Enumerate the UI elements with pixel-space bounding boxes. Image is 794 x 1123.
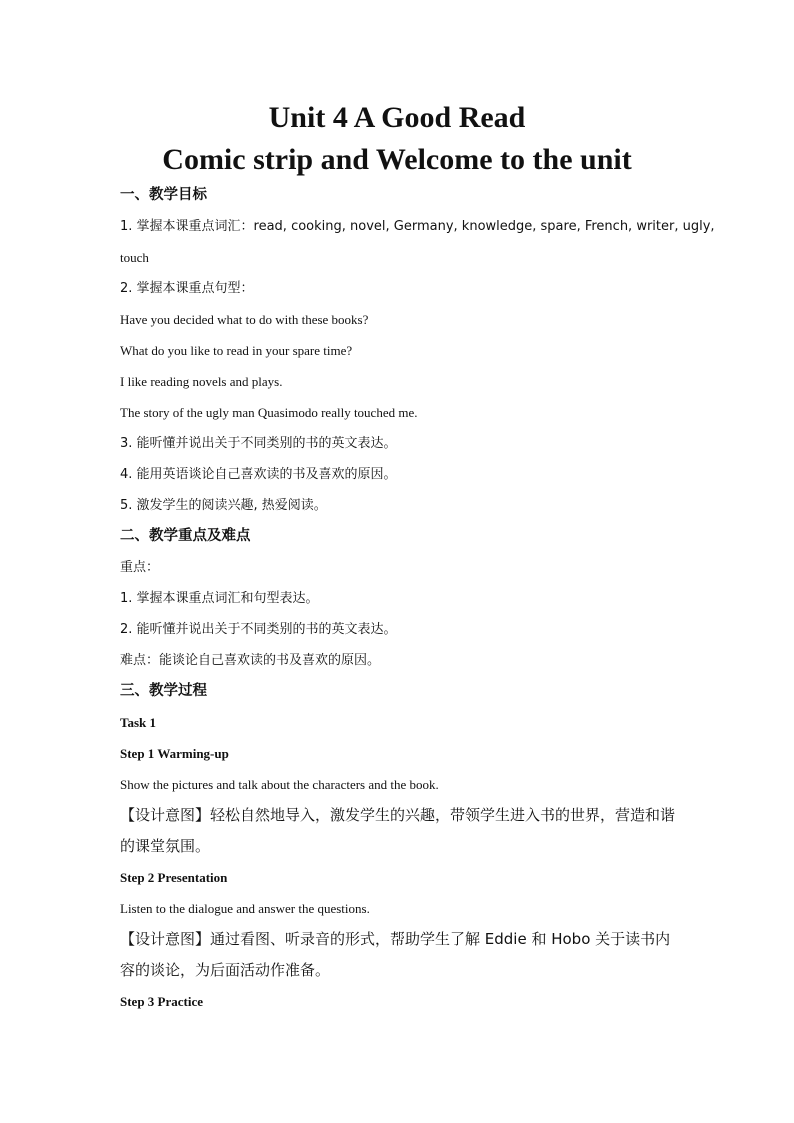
objective-item-2: 2. 掌握本课重点句型：	[120, 281, 254, 296]
key-point-1: 1. 掌握本课重点词汇和句型表达。	[120, 591, 319, 606]
step-2-text: Listen to the dialogue and answer the questions.	[120, 901, 370, 916]
objective-item-4: 4. 能用英语谈论自己喜欢读的书及喜欢的原因。	[120, 467, 397, 482]
task-title: Task 1	[120, 715, 157, 730]
key-sentence: Have you decided what to do with these books?	[120, 312, 369, 327]
document-title-line1: Unit 4 A Good Read	[268, 101, 526, 134]
document-body	[120, 180, 715, 1017]
objective-item-3: 3. 能听懂并说出关于不同类别的书的英文表达。	[120, 436, 397, 451]
document-title-line2: Comic strip and Welcome to the unit	[162, 143, 632, 176]
key-sentence: The story of the ugly man Quasimodo really touched me.	[120, 405, 418, 420]
objective-item-1: 1. 掌握本课重点词汇：read, cooking, novel, Germany, knowledge, spare, French, writer, ugly,	[120, 219, 715, 234]
difficulty-point: 难点：能谈论自己喜欢读的书及喜欢的原因。	[120, 653, 381, 668]
step-1-design-intent: 【设计意图】轻松自然地导入，激发学生的兴趣，带领学生进入书的世界，营造和谐的课堂氛围。	[120, 806, 676, 855]
step-2-title: Step 2 Presentation	[120, 870, 228, 885]
key-points-label: 重点：	[120, 560, 160, 575]
key-sentence: I like reading novels and plays.	[120, 374, 283, 389]
step-1-title: Step 1 Warming-up	[120, 746, 229, 761]
key-sentence: What do you like to read in your spare time?	[120, 343, 353, 358]
section-heading-key-points: 二、教学重点及难点	[120, 528, 251, 544]
section-heading-process: 三、教学过程	[120, 683, 207, 699]
step-2-design-intent: 【设计意图】通过看图、听录音的形式，帮助学生了解 Eddie 和 Hobo 关于读书内容的谈论，为后面活动作准备。	[120, 930, 671, 979]
key-point-2: 2. 能听懂并说出关于不同类别的书的英文表达。	[120, 622, 397, 637]
step-1-text: Show the pictures and talk about the characters and the book.	[120, 777, 439, 792]
objective-item-5: 5. 激发学生的阅读兴趣, 热爱阅读。	[120, 498, 327, 513]
section-heading-objectives: 一、教学目标	[120, 187, 207, 203]
step-3-title: Step 3 Practice	[120, 994, 204, 1009]
objective-item-1-continued: touch	[120, 250, 149, 265]
